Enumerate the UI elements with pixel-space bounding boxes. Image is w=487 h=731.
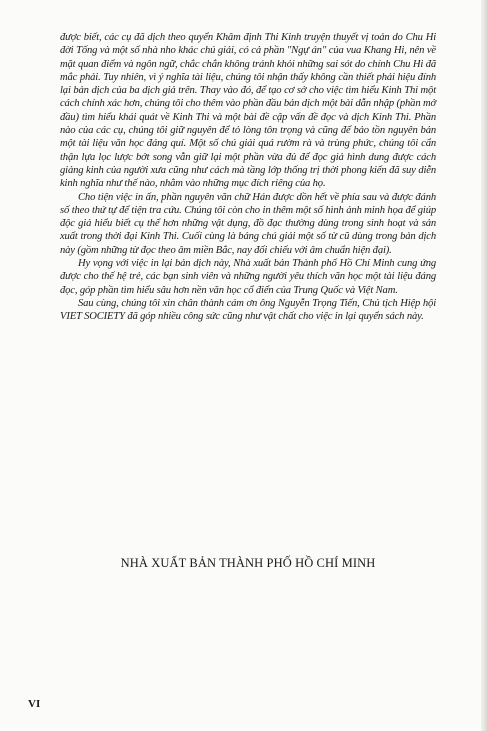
paragraph-continuation: được biết, các cụ đã dịch theo quyển Khâm định Thi Kinh truyện thuyết vị toản do Chu Hi đời Tống và một số nhà nho khác chú giải, có cả phần "Ngự án" của vua Khang Hi, nên về mặt quan điểm và ngôn ngữ, chắc chắn không tránh khỏi những sai sót do chính Chu Hi đã mắc phải. Tuy nhiên, vì ý nghĩa tài liệu, chúng tôi nhận thấy không cần thiết phải hiệu đính lại bản dịch của ba dịch giả trên. Thay vào đó, để tạo cơ sở cho việc tìm hiểu Kinh Thi một cách chính xác hơn, chúng tôi cho thêm vào phần đầu bản dịch một bài dẫn nhập (phần mở đầu) tìm hiểu khái quát về Kinh Thi và một bài đề cập vấn đề đọc và dịch Kinh Thi. Phần nào của các cụ, chúng tôi giữ nguyên để tỏ lòng tôn trọng và cũng để bảo tồn nguyên bản một tài liệu văn học đáng quí. Một số chú giải quá rườm rà và trùng phức, chúng tôi cẩn thận lựa lọc lược bớt song vẫn giữ lại một phần vừa đủ để đọc giả hình dung được cách giảng kinh của người xưa cũng như cách mà tầng lớp thống trị thời phong kiến đã suy diễn kinh nghĩa như thế nào, nhằm vào những mục đích riêng của họ. (60, 32, 436, 190)
page-edge-shadow (481, 0, 487, 731)
paragraph-hope: Hy vọng với việc in lại bản dịch này, Nhà xuất bản Thành phố Hồ Chí Minh cung ứng được cho thế hệ trẻ, các bạn sinh viên và những người yêu thích văn học một tài liệu đáng đọc, góp phần tìm hiểu sâu hơn nền văn học cổ điển của Trung Quốc và Việt Nam. (60, 258, 436, 296)
publisher-signature: NHÀ XUẤT BẢN THÀNH PHỐ HỒ CHÍ MINH (120, 556, 376, 570)
paragraph-thanks: Sau cùng, chúng tôi xin chân thành cám ơn ông Nguyễn Trọng Tiến, Chủ tịch Hiệp hội VIET SOCIETY đã góp nhiều công sức cũng như vật chất cho việc in lại quyển sách này. (60, 297, 436, 323)
preface-body (60, 31, 436, 324)
page-number: VI (28, 698, 41, 710)
paragraph-printing-notes: Cho tiện việc in ấn, phần nguyên văn chữ Hán được dồn hết về phía sau và được đánh số theo thứ tự để tiện tra cứu. Chúng tôi còn cho in thêm một số hình ảnh minh họa để giúp độc giả hiểu biết cụ thể hơn những vật dụng, đồ đạc thường dùng trong sinh hoạt và sản xuất trong thời đại Kinh Thi. Cuối cùng là bảng chú giải một số từ cũ dùng trong bản dịch này (gồm những từ đọc theo âm miền Bắc, nay đối chiếu với âm chuẩn hiện đại). (60, 191, 436, 256)
